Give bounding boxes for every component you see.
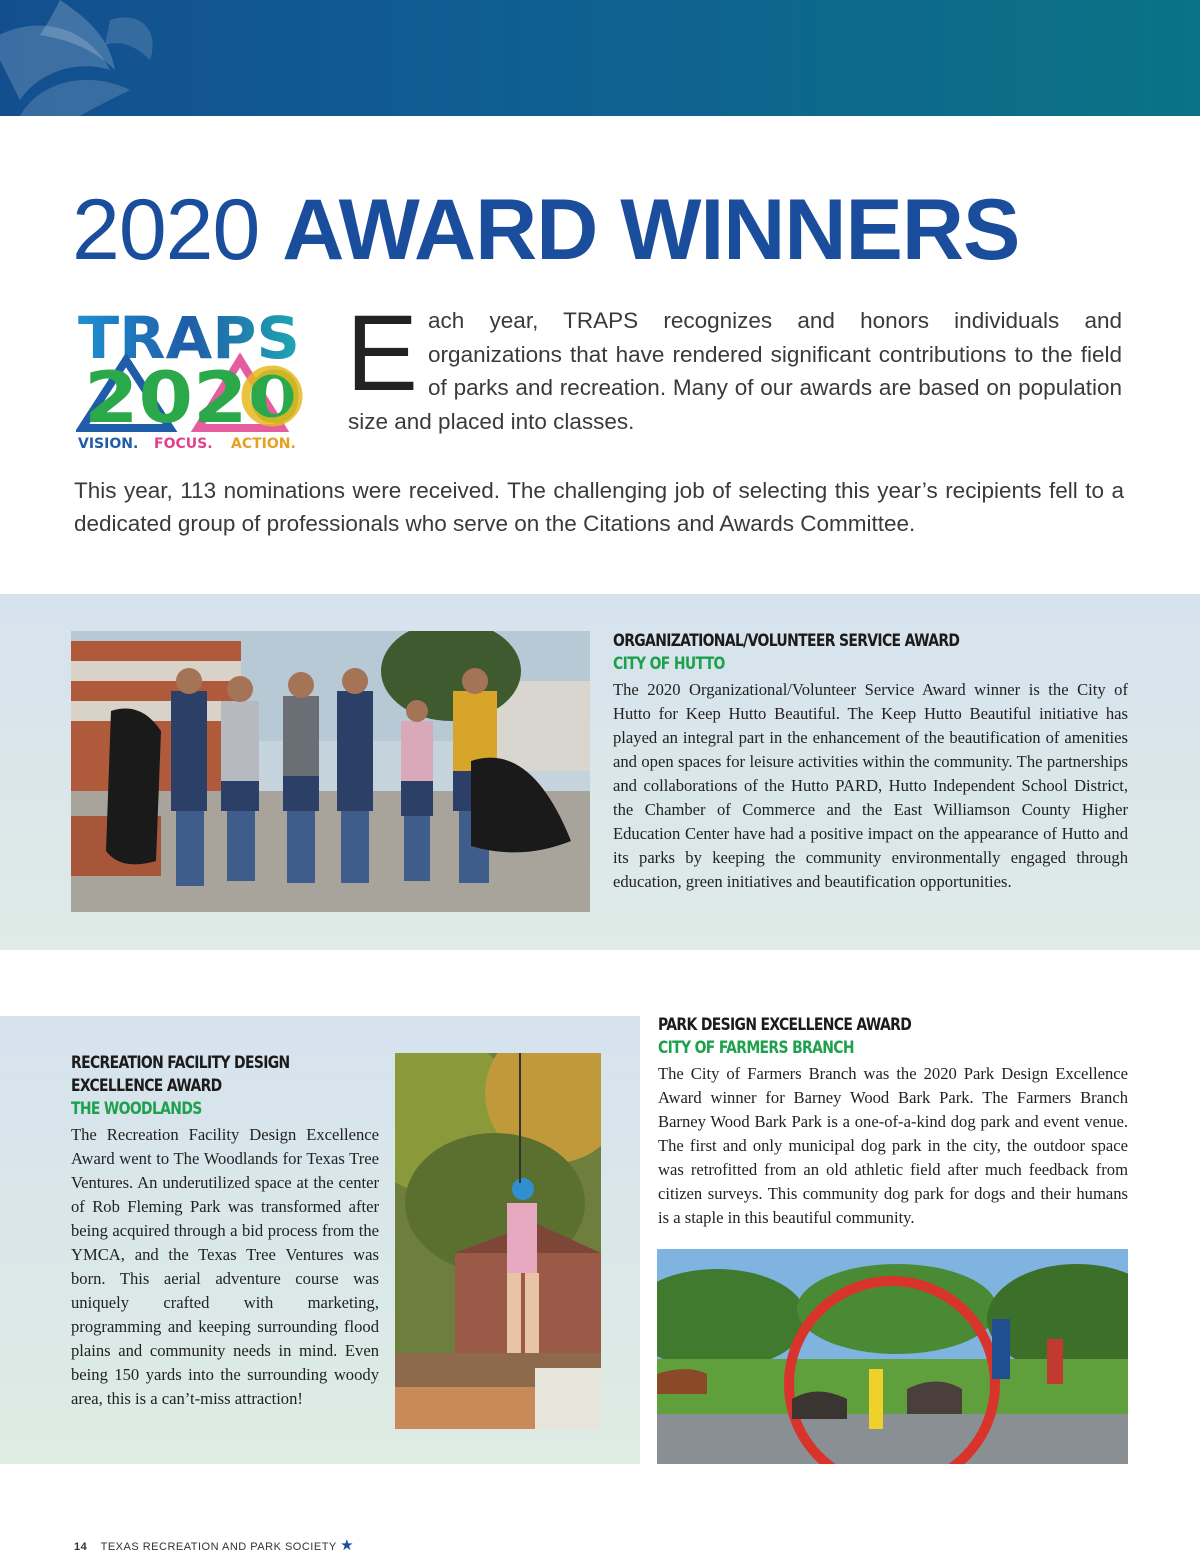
- page-footer: [74, 1536, 354, 1554]
- star-icon: ★: [340, 1537, 355, 1554]
- park-design-award-title: PARK DESIGN EXCELLENCE AWARD: [658, 1015, 912, 1035]
- intro-paragraph: [346, 292, 1122, 438]
- tree-ventures-photo: [395, 1053, 601, 1429]
- volunteer-award-title: ORGANIZATIONAL/VOLUNTEER SERVICE AWARD: [613, 631, 960, 651]
- facility-award-winner: THE WOODLANDS: [71, 1099, 202, 1119]
- title-main: AWARD WINNERS: [282, 182, 1020, 278]
- svg-text:TRAPS: TRAPS: [78, 308, 300, 372]
- drop-cap: E: [346, 292, 419, 413]
- traps-2020-logo: [76, 308, 312, 454]
- facility-award-title-line1: RECREATION FACILITY DESIGN: [71, 1053, 290, 1073]
- page-title: [72, 180, 1019, 280]
- park-design-award-winner: CITY OF FARMERS BRANCH: [658, 1038, 854, 1058]
- svg-text:FOCUS.: FOCUS.: [154, 436, 213, 452]
- park-design-award: [658, 1014, 1128, 1230]
- header-banner: [0, 0, 1200, 116]
- svg-text:2020: 2020: [84, 357, 302, 439]
- bark-park-photo: [657, 1249, 1128, 1464]
- volunteer-award: [613, 630, 1128, 894]
- facility-award-text: The Recreation Facility Design Excellence Award went to The Woodlands for Texas Tree Ventures. An underutilized space at the center of Rob Fleming Park was transformed after being acquired through a bid process from the YMCA, and the Texas Tree Ventures was born. This aerial adventure course was uniquely crafted with marketing, programming and keeping surrounding flood plains and community needs in mind. Even being 150 yards into the surrounding woody area, this is a can’t-miss attraction!: [71, 1125, 379, 1408]
- facility-award: [71, 1052, 379, 1411]
- intro-text: ach year, TRAPS recognizes and honors individuals and organizations that have rendered significant contributions to the field of parks and recreation. Many of our awards are based on population size and placed into classes.: [348, 308, 1122, 434]
- title-year: 2020: [72, 182, 260, 278]
- volunteer-award-text: The 2020 Organizational/Volunteer Service Award winner is the City of Hutto for Keep Hutto Beautiful. The Keep Hutto Beautiful initiative has played an integral part in the enhancement of the beautification of amenities and open spaces for leisure activities within the community. The partnerships and collaborations of the Hutto PARD, Hutto Independent School District, the Chamber of Commerce and the East Williamson County Higher Education Center have had a positive impact on the appearance of Hutto and its parks by keeping the community environmentally engaged through education, green initiatives and beautification opportunities.: [613, 680, 1128, 891]
- leaf-pattern-icon: [0, 0, 1200, 116]
- svg-text:VISION.: VISION.: [78, 436, 139, 452]
- volunteer-award-winner: CITY OF HUTTO: [613, 654, 725, 674]
- publication-name: TEXAS RECREATION AND PARK SOCIETY: [100, 1541, 337, 1553]
- hutto-volunteers-photo: [71, 631, 590, 912]
- nominations-paragraph: This year, 113 nominations were received. The challenging job of selecting this year’s recipients fell to a dedicated group of professionals who serve on the Citations and Awards Committee.: [74, 478, 1124, 536]
- page-number: 14: [74, 1541, 88, 1553]
- facility-award-title-line2: EXCELLENCE AWARD: [71, 1076, 222, 1096]
- park-design-award-text: The City of Farmers Branch was the 2020 Park Design Excellence Award winner for Barney Wood Bark Park. The Farmers Branch Barney Wood Bark Park is a one-of-a-kind dog park and event venue. The first and only municipal dog park in the city, the outdoor space was retrofitted from an old athletic field after much feedback from citizen surveys. This community dog park for dogs and their humans is a staple in this beautiful community.: [658, 1064, 1128, 1227]
- svg-text:ACTION.: ACTION.: [231, 436, 296, 452]
